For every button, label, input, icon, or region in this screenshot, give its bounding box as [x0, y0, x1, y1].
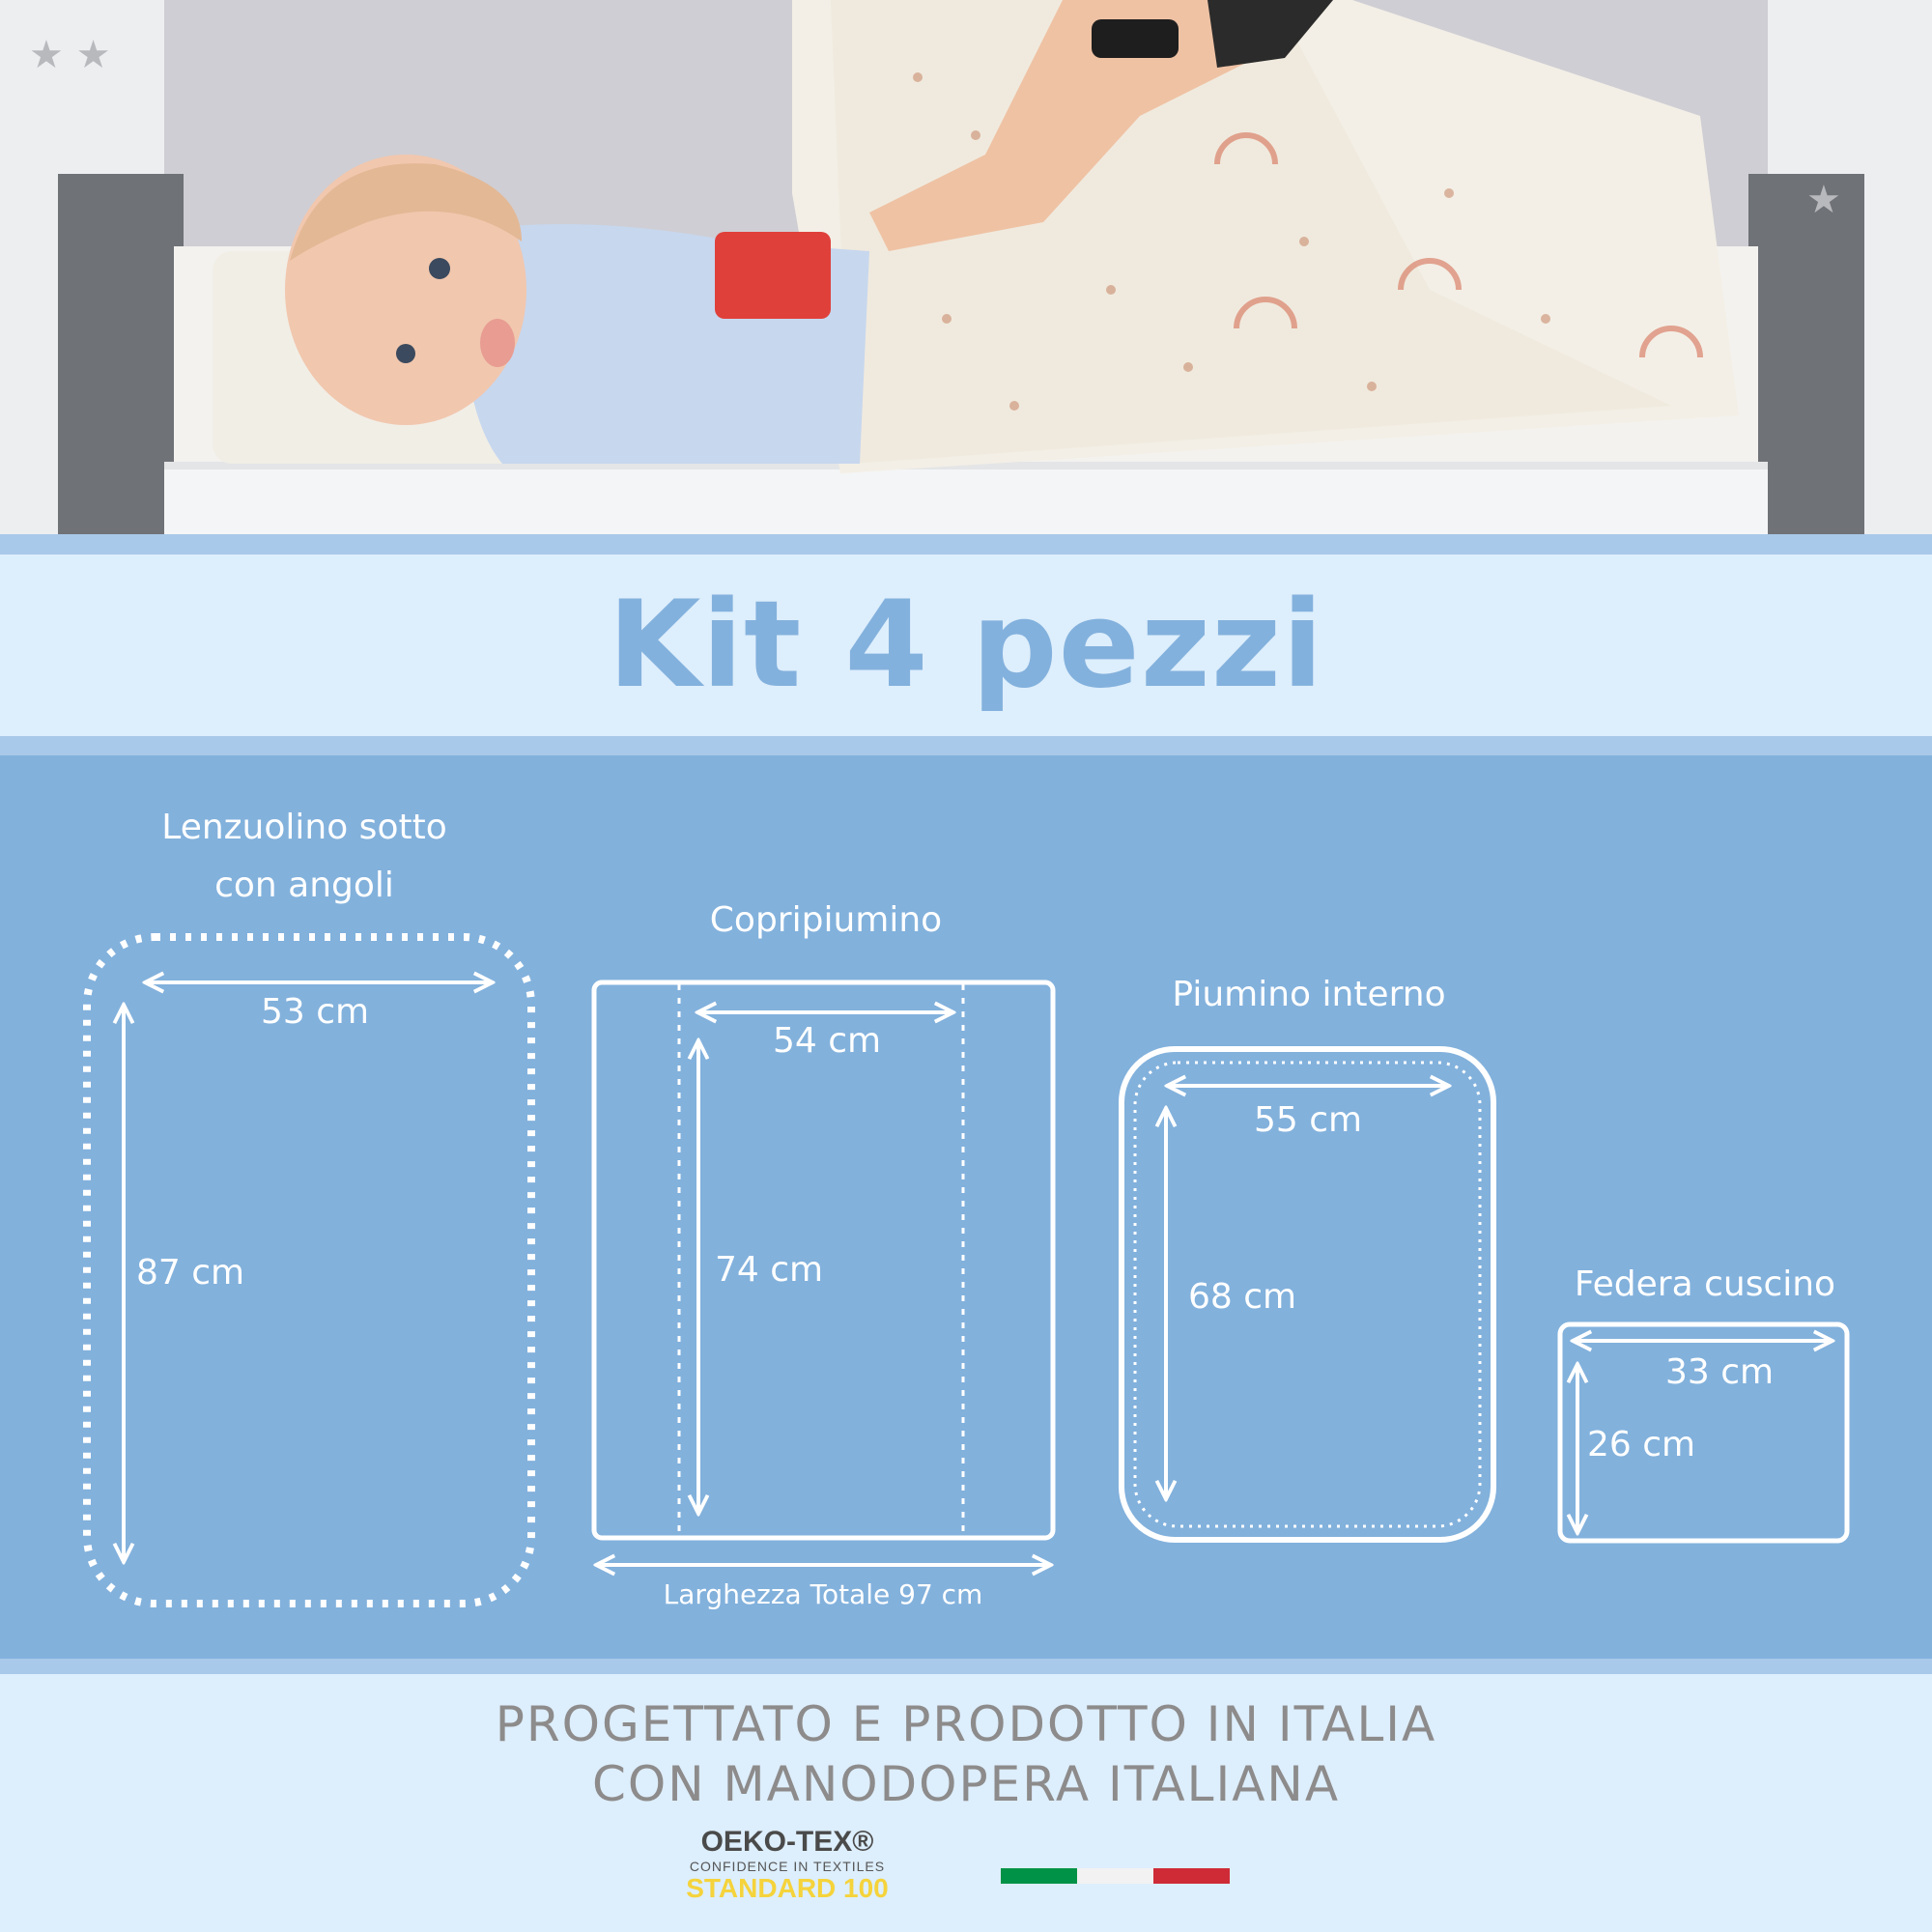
- duvet-cover-total-width: Larghezza Totale 97 cm: [663, 1578, 983, 1610]
- footer-line-2: CON MANODOPERA ITALIANA: [591, 1756, 1341, 1812]
- dimensions-panel: [0, 755, 1932, 1659]
- svg-text:★: ★: [1806, 178, 1841, 222]
- fitted-sheet-name-line1: Lenzuolino sotto: [161, 808, 447, 847]
- duvet-insert-name: Piumino interno: [1172, 975, 1446, 1014]
- baby-crib-illustration: [0, 0, 1932, 534]
- svg-text:★ ★: ★ ★: [29, 33, 111, 77]
- oeko-tex-tagline: CONFIDENCE IN TEXTILES: [689, 1859, 886, 1874]
- oeko-tex-name: OEKO-TEX®: [700, 1826, 874, 1858]
- fitted-sheet-name-line2: con angoli: [214, 866, 394, 905]
- hero-photo: [0, 0, 1932, 534]
- divider-band: [0, 736, 1932, 755]
- page-title: Kit 4 pezzi: [608, 576, 1324, 715]
- divider-band: [0, 534, 1932, 554]
- pillowcase-height: 26 cm: [1587, 1425, 1696, 1464]
- oeko-tex-standard: STANDARD 100: [686, 1873, 889, 1903]
- duvet-cover-width: 54 cm: [773, 1021, 882, 1061]
- italian-flag-red: [1153, 1868, 1230, 1884]
- duvet-cover-name: Copripiumino: [709, 900, 943, 940]
- fitted-sheet-name: [116, 799, 493, 915]
- duvet-cover-outline: [594, 982, 1053, 1565]
- duvet-cover-height: 74 cm: [715, 1250, 824, 1290]
- oeko-tex-badge: [667, 1826, 908, 1903]
- title-strip: [0, 554, 1932, 736]
- fitted-sheet-height: 87 cm: [136, 1253, 245, 1293]
- footer-line-1: PROGETTATO E PRODOTTO IN ITALIA: [495, 1696, 1437, 1752]
- pillowcase-name: Federa cuscino: [1574, 1264, 1836, 1304]
- pillowcase-width: 33 cm: [1665, 1352, 1775, 1392]
- fitted-sheet-width: 53 cm: [261, 992, 370, 1032]
- italian-flag-white: [1077, 1868, 1153, 1884]
- duvet-insert-height: 68 cm: [1188, 1277, 1297, 1317]
- divider-band: [0, 1659, 1932, 1674]
- italian-flag-green: [1001, 1868, 1077, 1884]
- duvet-insert-width: 55 cm: [1254, 1100, 1363, 1140]
